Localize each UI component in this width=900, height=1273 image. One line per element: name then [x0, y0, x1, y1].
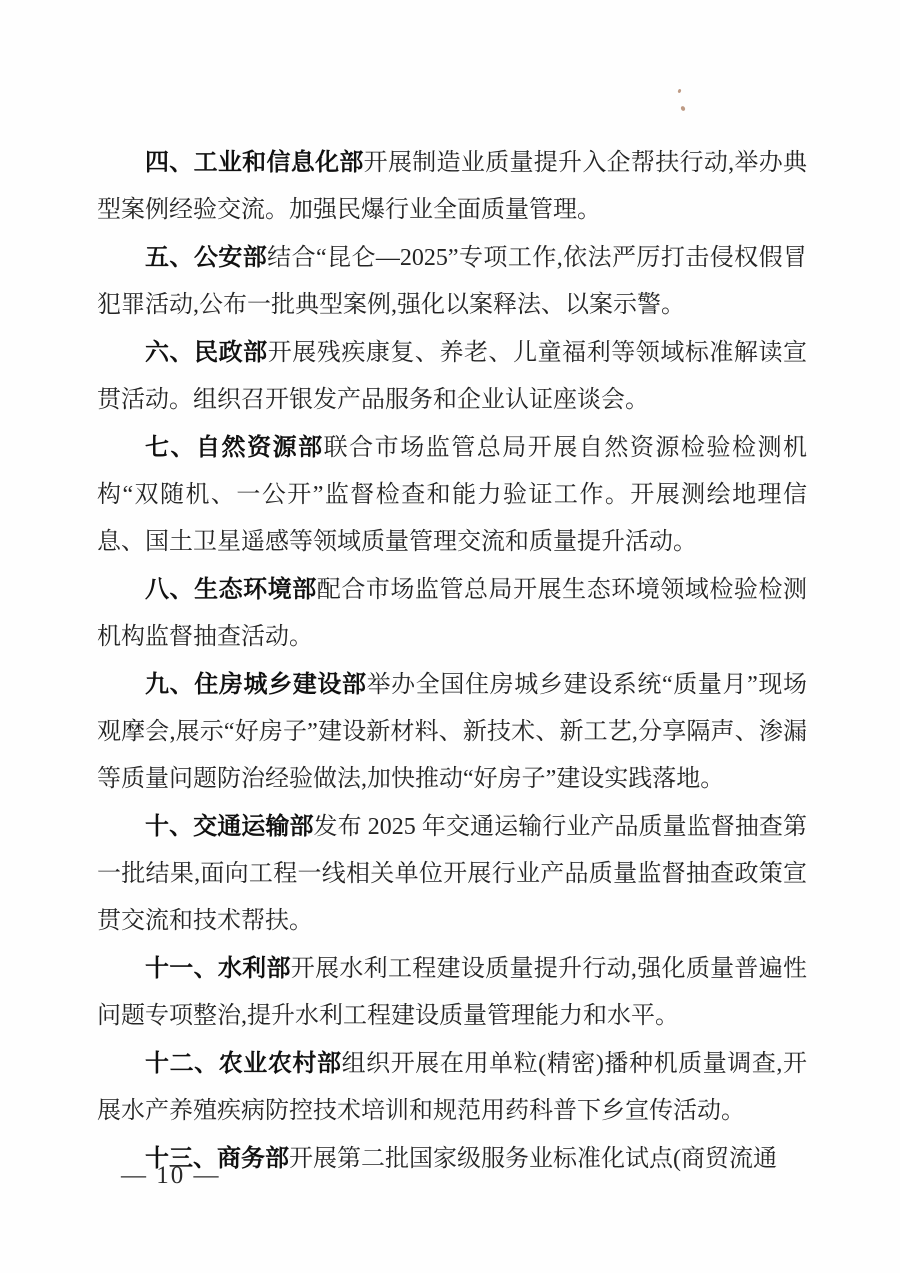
- paragraph-lead: 九、住房城乡建设部: [145, 671, 367, 698]
- paragraph: [97, 139, 807, 234]
- paragraph-lead: 五、公安部: [145, 244, 268, 271]
- paragraph-text: 开展制造业质量提升入企帮扶行动,举办典型案例经验交流。加强民爆行业全面质量管理。: [97, 150, 808, 223]
- paragraph-text: 结合“昆仑—2025”专项工作,依法严厉打击侵权假冒犯罪活动,公布一批典型案例,强化以案释法、以案示警。: [97, 245, 807, 318]
- paragraph-text: 开展残疾康复、养老、儿童福利等领域标准解读宣贯活动。组织召开银发产品服务和企业认证座谈会。: [97, 340, 808, 413]
- page-number: — 10 —: [121, 1162, 221, 1189]
- paragraph-lead: 七、自然资源部: [145, 434, 324, 461]
- paragraph-lead: 八、生态环境部: [145, 576, 317, 603]
- paragraph-text: 举办全国住房城乡建设系统“质量月”现场观摩会,展示“好房子”建设新材料、新技术、新工艺,分享隔声、渗漏等质量问题防治经验做法,加快推动“好房子”建设实践落地。: [97, 672, 807, 792]
- paragraph-text: 配合市场监管总局开展生态环境领域检验检测机构监督抽查活动。: [97, 577, 808, 650]
- paragraph-lead: 四、工业和信息化部: [145, 149, 364, 176]
- paragraph: [97, 329, 807, 424]
- paragraph-text: 组织开展在用单粒(精密)播种机质量调查,开展水产养殖疾病防控技术培训和规范用药科普下乡宣传活动。: [97, 1051, 808, 1124]
- scan-speck: [680, 105, 686, 111]
- paragraph: [97, 566, 807, 661]
- paragraph: [97, 803, 807, 945]
- paragraph-text: 开展第二批国家级服务业标准化试点(商贸流通: [289, 1146, 777, 1172]
- paragraph-text: 发布 2025 年交通运输行业产品质量监督抽查第一批结果,面向工程一线相关单位开展行业产品质量监督抽查政策宣贯交流和技术帮扶。: [97, 814, 808, 934]
- paragraph-lead: 十二、农业农村部: [145, 1050, 342, 1077]
- paragraph-text: 联合市场监管总局开展自然资源检验检测机构“双随机、一公开”监督检查和能力验证工作。开展测绘地理信息、国土卫星遥感等领域质量管理交流和质量提升活动。: [97, 435, 807, 555]
- paragraph-lead: 十一、水利部: [145, 955, 291, 982]
- paragraph-lead: 十、交通运输部: [145, 813, 314, 840]
- paragraph: [97, 661, 807, 803]
- paragraph-text: 开展水利工程建设质量提升行动,强化质量普遍性问题专项整治,提升水利工程建设质量管理能力和水平。: [97, 956, 808, 1029]
- scan-speck: [677, 89, 681, 94]
- paragraph-lead: 六、民政部: [145, 339, 268, 366]
- paragraph-lead: 十三、商务部: [145, 1145, 289, 1172]
- paragraph: [97, 234, 807, 329]
- paragraph: [97, 945, 807, 1040]
- document-body: [97, 139, 807, 1183]
- paragraph: [97, 1040, 807, 1135]
- paragraph: [97, 424, 807, 566]
